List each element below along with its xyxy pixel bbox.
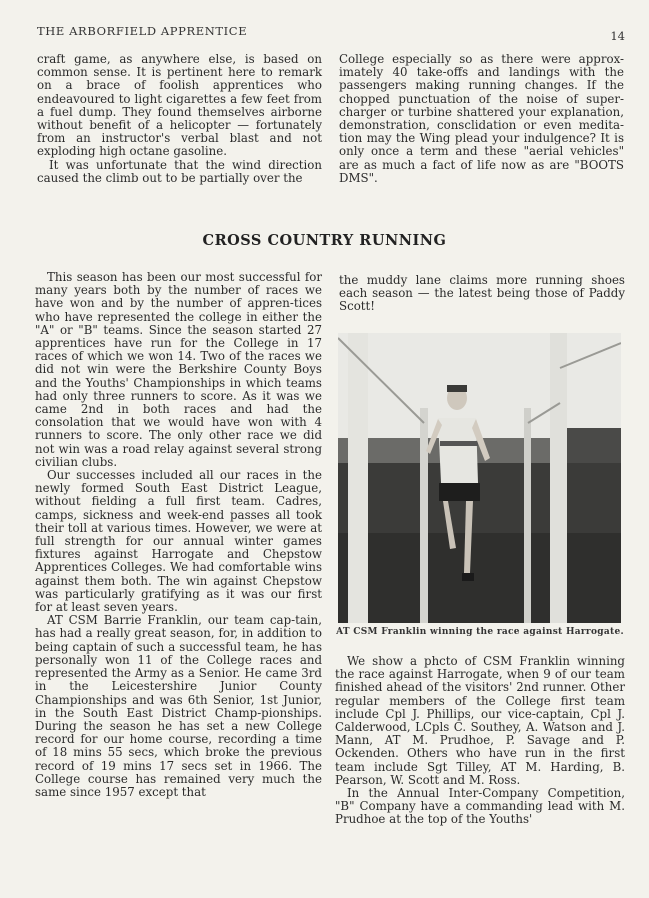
paragraph: AT CSM Barrie Franklin, our team cap-tain, has had a really great season, for, in addition to being captain of such a successful team, he has personally won 11 of the College races and represented the Army as a Senior. He came 3rd in the Leicestershire Junior County Championships and was 6th Senior, 1st Junior, in the South East District Champ-pionships. During the season he has set a new College record for our home course, recording a time of 18 mins 55 secs, which broke the previous record of 19 mins 17 secs set in 1966. The College course has remained very much the same since 1957 except that [35,613,322,799]
page-number: 14 [610,29,625,43]
paragraph: craft game, as anywhere else, is based on common sense. It is pertinent here to remark on a brace of foolish apprentices who endeavoured to light cigarettes a few feet from a fuel dump. They found themselves airborne without benefit of a helicopter — fortunately from an instructor's verbal blast and not exploding high octane gasoline. [37,52,322,159]
paragraph: In the Annual Inter-Company Competition, "B" Company have a commanding lead with M. Prudhoe at the top of the Youths' [335,786,625,827]
runner-photo-illustration [338,333,621,623]
paragraph: the muddy lane claims more running shoes each season — the latest being those of Paddy Scott! [339,273,625,314]
race-photo [338,333,621,623]
paragraph: College especially so as there were approx-imately 40 take-offs and landings with the passengers making running changes. If the chopped punctuation of the noise of super-charger or turbine shattered your explanation, demonstration, consclidation or even medita-tion may the Wing plead your indulgence? It is only once a term and these "aerial vehicles" are as much a fact of life now as are "BOOTS DMS". [339,52,624,185]
article-right-column-top [339,274,625,314]
top-right-column [339,53,624,185]
article-title: CROSS COUNTRY RUNNING [202,232,447,249]
running-head: THE ARBORFIELD APPRENTICE [37,24,248,38]
paragraph: This season has been our most successful for many years both by the number of races we have won and by the number of appren-tices who have represented the college in either the "A" or "B" teams. Since the season started 27 apprentices have run for the College in 17 races of which we won 14. Two of the races we did not win were the Berkshire County Boys and the Youths' Championships in which teams had only three runners to score. As it was we came 2nd in both races and had the consolation that we would have won with 4 runners to score. The only other race we did not win was a road relay against several strong civilian clubs. [35,270,322,469]
article-left-column [35,271,322,799]
paragraph: Our successes included all our races in the newly formed South East District League, without fielding a full first team. Cadres, camps, sickness and week-end passes all took their toll at various times. However, we were at full strength for our annual winter games fixtures against Harrogate and Chepstow Apprentices Colleges. We had comfortable wins against them both. The win against Chepstow was particularly gratifying as it was our first for at least seven years. [35,468,322,615]
article-right-column-bottom [335,655,625,827]
photo-caption: AT CSM Franklin winning the race against Harrogate. [336,627,624,637]
paragraph: We show a phcto of CSM Franklin winning the race against Harrogate, when 9 of our team finished ahead of the visitors' 2nd runner. Other regular members of the College first team include Cpl J. Phillips, our vice-captain, Cpl J. Calderwood, LCpls C. Southey, A. Watson and J. Mann, AT M. Prudhoe, P. Savage and P. Ockenden. Others who have run in the first team include Sgt Tilley, AT M. Harding, B. Pearson, W. Scott and M. Ross. [335,654,625,787]
top-left-column [37,53,322,185]
paragraph: It was unfortunate that the wind direction caused the climb out to be partially over the [37,157,322,185]
